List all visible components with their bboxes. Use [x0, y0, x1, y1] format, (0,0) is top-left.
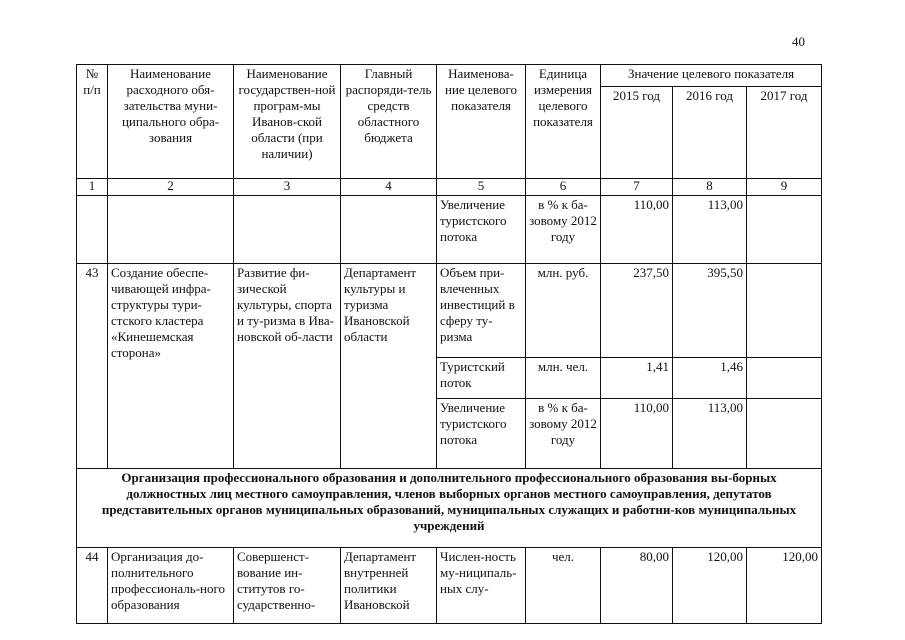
header-year-2015: 2015 год — [601, 87, 673, 179]
row-44-value-2017: 120,00 — [747, 547, 822, 623]
page-number: 40 — [792, 34, 805, 49]
row-44-unit: чел. — [526, 547, 601, 623]
header-num: № п/п — [77, 65, 108, 179]
target-indicators-table — [76, 64, 822, 624]
col-index: 7 — [601, 179, 673, 196]
col-index: 9 — [747, 179, 822, 196]
value-2016-cell: 113,00 — [673, 399, 747, 469]
value-2017-cell — [747, 357, 822, 399]
row-44-value-2016: 120,00 — [673, 547, 747, 623]
section-title: Организация профессионального образования и дополнительного профессионального образования вы-борных должностных лиц местного самоуправления, членов выборных органов местного самоуправления, депутатов представительных органов муниципальных образований, муниципальных служащих и работни-ков муниципальных учреждений — [77, 469, 822, 548]
row-44-program: Совершенст-вование ин-ститутов го-сударственно- — [234, 547, 341, 623]
indicator-cell: Туристский поток — [437, 357, 526, 399]
value-2016-cell: 1,46 — [673, 357, 747, 399]
header-year-2017: 2017 год — [747, 87, 822, 179]
row-44-value-2015: 80,00 — [601, 547, 673, 623]
unit-cell: в % к ба-зовому 2012 году — [526, 196, 601, 263]
row-43-num: 43 — [77, 263, 108, 468]
indicator-cell: Объем при-влеченных инвестиций в сферу ту-ризма — [437, 263, 526, 357]
header-year-2016: 2016 год — [673, 87, 747, 179]
value-2015-cell: 237,50 — [601, 263, 673, 357]
row-43-expense: Создание обеспе-чивающей инфра-структуры тури-стского кластера «Кинешемская сторона» — [108, 263, 234, 468]
row-44-expense: Организация до-полнительного профессиональ-ного образования — [108, 547, 234, 623]
col-index: 5 — [437, 179, 526, 196]
indicator-cell: Увеличение туристского потока — [437, 399, 526, 469]
row-44-num: 44 — [77, 547, 108, 623]
empty-cell — [234, 196, 341, 263]
col-index: 2 — [108, 179, 234, 196]
col-index: 8 — [673, 179, 747, 196]
row-44-indicator: Числен-ность му-ниципаль-ных слу- — [437, 547, 526, 623]
value-2015-cell: 110,00 — [601, 399, 673, 469]
value-2017-cell — [747, 196, 822, 263]
value-2016-cell: 113,00 — [673, 196, 747, 263]
unit-cell: млн. руб. — [526, 263, 601, 357]
empty-cell — [108, 196, 234, 263]
row-43-program: Развитие фи-зической культуры, спорта и ту-ризма в Ива-новской об-ласти — [234, 263, 341, 468]
row-43-manager: Департамент культуры и туризма Ивановской области — [341, 263, 437, 468]
value-2016-cell: 395,50 — [673, 263, 747, 357]
value-2017-cell — [747, 263, 822, 357]
col-index: 6 — [526, 179, 601, 196]
header-value-group: Значение целевого показателя — [601, 65, 822, 87]
header-unit: Единица измерения целевого показателя — [526, 65, 601, 179]
header-expense: Наименование расходного обя-зательства муни-ципального обра-зования — [108, 65, 234, 179]
unit-cell: в % к ба-зовому 2012 году — [526, 399, 601, 469]
empty-cell — [77, 196, 108, 263]
value-2017-cell — [747, 399, 822, 469]
col-index: 4 — [341, 179, 437, 196]
header-manager: Главный распоряди-тель средств областного бюджета — [341, 65, 437, 179]
unit-cell: млн. чел. — [526, 357, 601, 399]
col-index: 1 — [77, 179, 108, 196]
empty-cell — [341, 196, 437, 263]
value-2015-cell: 1,41 — [601, 357, 673, 399]
value-2015-cell: 110,00 — [601, 196, 673, 263]
indicator-cell: Увеличение туристского потока — [437, 196, 526, 263]
header-program: Наименование государствен-ной програм-мы Иванов-ской области (при наличии) — [234, 65, 341, 179]
col-index: 3 — [234, 179, 341, 196]
header-indicator: Наименова-ние целевого показателя — [437, 65, 526, 179]
row-44-manager: Департамент внутренней политики Ивановской — [341, 547, 437, 623]
